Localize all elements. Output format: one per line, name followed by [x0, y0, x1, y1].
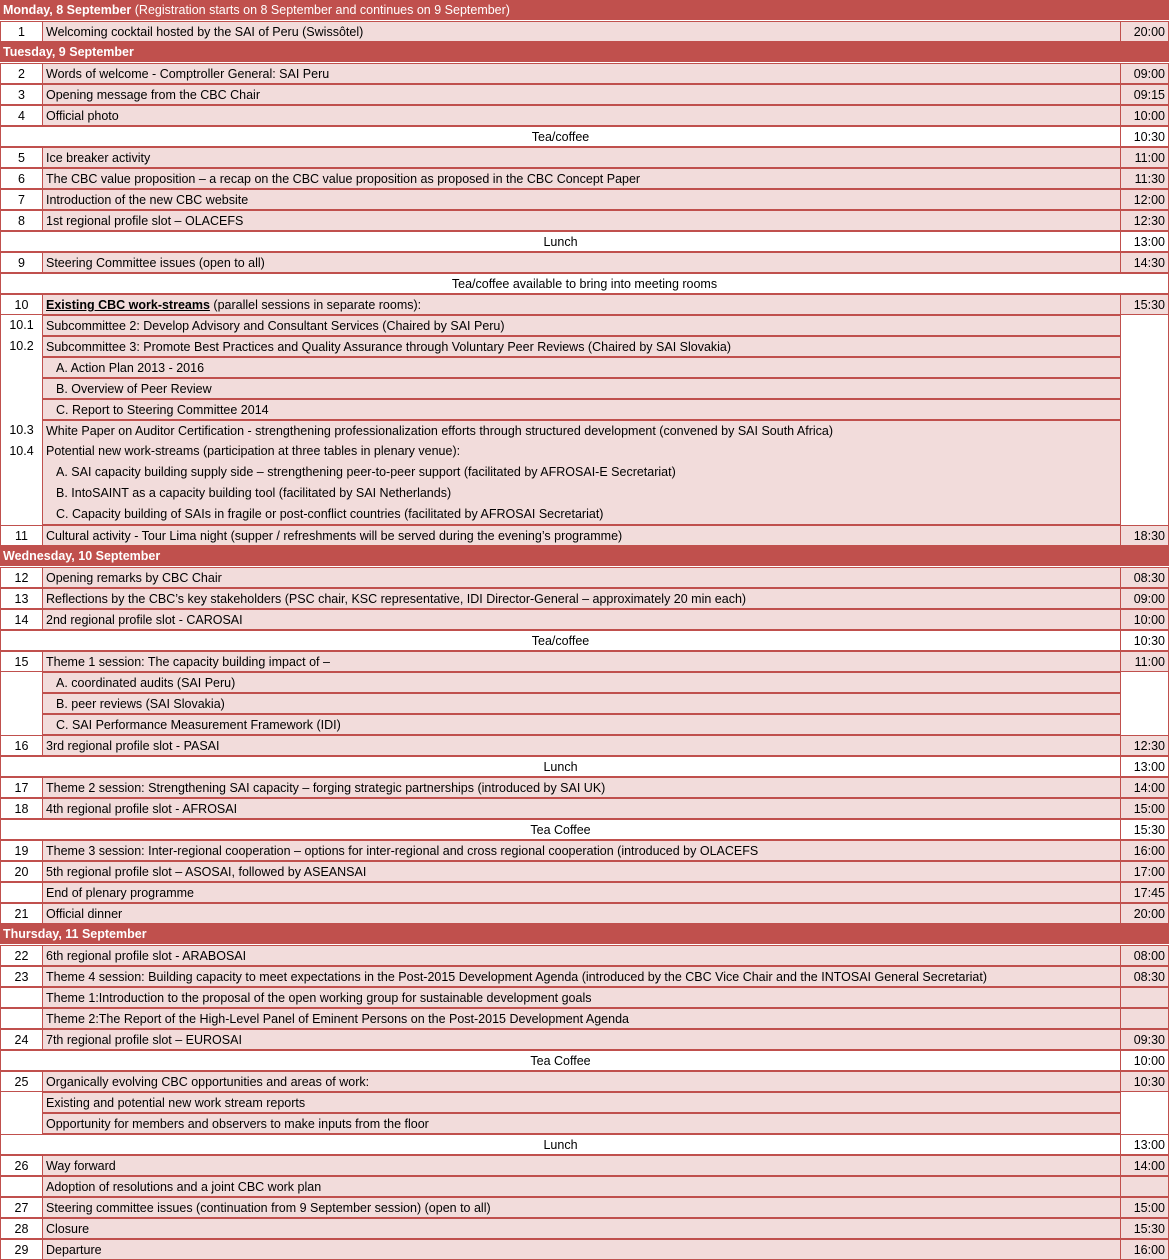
session-time: 16:00 [1120, 1239, 1169, 1260]
item-number: 25 [0, 1071, 42, 1092]
item-description: Potential new work-streams (participation at three tables in plenary venue): [42, 441, 1120, 462]
agenda-row [0, 168, 1169, 189]
break-row [0, 231, 1169, 252]
session-time: 20:00 [1120, 903, 1169, 924]
item-description: Adoption of resolutions and a joint CBC work plan [42, 1176, 1120, 1197]
agenda-row [0, 462, 1169, 483]
item-description: Welcoming cocktail hosted by the SAI of Peru (Swissôtel) [42, 21, 1120, 42]
item-description: 3rd regional profile slot - PASAI [42, 735, 1120, 756]
break-row [0, 273, 1169, 294]
break-label: Tea Coffee [0, 1050, 1120, 1071]
item-description: Subcommittee 2: Develop Advisory and Consultant Services (Chaired by SAI Peru) [42, 315, 1120, 336]
item-number [0, 483, 42, 504]
agenda-row [0, 777, 1169, 798]
item-number: 10.3 [0, 420, 42, 441]
item-description: 7th regional profile slot – EUROSAI [42, 1029, 1120, 1050]
day-title: Tuesday, 9 September [3, 45, 134, 59]
item-number [0, 882, 42, 903]
session-time [1120, 1176, 1169, 1197]
item-description: Theme 3 session: Inter-regional cooperation – options for inter-regional and cross regional cooperation (introduced by OLACEFS [42, 840, 1120, 861]
session-time-empty [1120, 672, 1169, 693]
item-number [0, 1176, 42, 1197]
agenda-row [0, 336, 1169, 357]
session-time: 11:30 [1120, 168, 1169, 189]
item-description: A. Action Plan 2013 - 2016 [42, 357, 1120, 378]
agenda-row [0, 504, 1169, 525]
item-description: The CBC value proposition – a recap on the CBC value proposition as proposed in the CBC Concept Paper [42, 168, 1120, 189]
session-time-empty [1120, 336, 1169, 357]
session-time-empty [1120, 357, 1169, 378]
session-time: 14:00 [1120, 777, 1169, 798]
session-time [1120, 1008, 1169, 1029]
break-label: Tea/coffee available to bring into meeting rooms [0, 273, 1169, 294]
session-time: 08:30 [1120, 567, 1169, 588]
agenda-row [0, 357, 1169, 378]
item-number: 17 [0, 777, 42, 798]
session-time: 13:00 [1120, 756, 1169, 777]
item-description: Theme 1 session: The capacity building impact of – [42, 651, 1120, 672]
agenda-row [0, 147, 1169, 168]
item-description: C. Report to Steering Committee 2014 [42, 399, 1120, 420]
session-time: 08:00 [1120, 945, 1169, 966]
item-description: Closure [42, 1218, 1120, 1239]
agenda-row [0, 189, 1169, 210]
item-number: 3 [0, 84, 42, 105]
session-time: 13:00 [1120, 1134, 1169, 1155]
item-description: 5th regional profile slot – ASOSAI, followed by ASEANSAI [42, 861, 1120, 882]
item-number [0, 504, 42, 525]
agenda-row [0, 903, 1169, 924]
session-time: 11:00 [1120, 147, 1169, 168]
item-number [0, 1008, 42, 1029]
item-description: Steering committee issues (continuation from 9 September session) (open to all) [42, 1197, 1120, 1218]
session-time: 15:30 [1120, 294, 1169, 315]
day-title: Thursday, 11 September [3, 927, 147, 941]
break-row [0, 819, 1169, 840]
item-number: 23 [0, 966, 42, 987]
item-number: 10 [0, 294, 42, 315]
item-description: Ice breaker activity [42, 147, 1120, 168]
break-row [0, 630, 1169, 651]
session-time: 17:45 [1120, 882, 1169, 903]
item-number: 19 [0, 840, 42, 861]
item-description: B. Overview of Peer Review [42, 378, 1120, 399]
item-number [0, 1092, 42, 1113]
break-label: Lunch [0, 231, 1120, 252]
item-number: 15 [0, 651, 42, 672]
session-time: 15:30 [1120, 1218, 1169, 1239]
session-time: 10:30 [1120, 630, 1169, 651]
agenda-row [0, 378, 1169, 399]
session-time-empty [1120, 483, 1169, 504]
session-time: 14:00 [1120, 1155, 1169, 1176]
session-time: 10:30 [1120, 1071, 1169, 1092]
session-time: 14:30 [1120, 252, 1169, 273]
agenda-row [0, 105, 1169, 126]
session-time: 08:30 [1120, 966, 1169, 987]
day-title: Monday, 8 September [3, 3, 132, 17]
item-heading: Existing CBC work-streams [46, 298, 210, 312]
item-description: Opportunity for members and observers to make inputs from the floor [42, 1113, 1120, 1134]
item-number: 11 [0, 525, 42, 546]
break-row [0, 1134, 1169, 1155]
item-description: Organically evolving CBC opportunities and areas of work: [42, 1071, 1120, 1092]
agenda-row [0, 840, 1169, 861]
day-note: (Registration starts on 8 September and continues on 9 September) [131, 3, 510, 17]
agenda-row [0, 861, 1169, 882]
item-description: Departure [42, 1239, 1120, 1260]
session-time: 09:00 [1120, 588, 1169, 609]
session-time-empty [1120, 420, 1169, 441]
item-number: 1 [0, 21, 42, 42]
agenda-row [0, 1113, 1169, 1134]
agenda-row [0, 21, 1169, 42]
agenda-row [0, 798, 1169, 819]
agenda-row [0, 1155, 1169, 1176]
break-label: Tea Coffee [0, 819, 1120, 840]
item-number: 24 [0, 1029, 42, 1050]
session-time: 12:30 [1120, 735, 1169, 756]
agenda-row [0, 651, 1169, 672]
agenda-row [0, 1197, 1169, 1218]
break-label: Tea/coffee [0, 630, 1120, 651]
agenda-row [0, 588, 1169, 609]
agenda-row [0, 294, 1169, 315]
break-label: Lunch [0, 1134, 1120, 1155]
agenda-row [0, 525, 1169, 546]
day-title: Wednesday, 10 September [3, 549, 161, 563]
break-label: Tea/coffee [0, 126, 1120, 147]
item-number: 13 [0, 588, 42, 609]
day-header-row [0, 546, 1169, 567]
item-description: 4th regional profile slot - AFROSAI [42, 798, 1120, 819]
item-description: Way forward [42, 1155, 1120, 1176]
session-time: 12:30 [1120, 210, 1169, 231]
item-number: 18 [0, 798, 42, 819]
item-number: 29 [0, 1239, 42, 1260]
item-description: Existing and potential new work stream reports [42, 1092, 1120, 1113]
item-number [0, 714, 42, 735]
agenda-row [0, 1029, 1169, 1050]
session-time-empty [1120, 693, 1169, 714]
session-time: 09:15 [1120, 84, 1169, 105]
item-number: 5 [0, 147, 42, 168]
item-number [0, 357, 42, 378]
day-header-row [0, 0, 1169, 21]
item-text: (parallel sessions in separate rooms): [209, 298, 422, 312]
session-time: 13:00 [1120, 231, 1169, 252]
item-number: 10.2 [0, 336, 42, 357]
item-number [0, 399, 42, 420]
session-time: 10:00 [1120, 105, 1169, 126]
item-description: B. IntoSAINT as a capacity building tool (facilitated by SAI Netherlands) [42, 483, 1120, 504]
item-number: 14 [0, 609, 42, 630]
session-time-empty [1120, 1092, 1169, 1113]
agenda-row [0, 693, 1169, 714]
session-time: 16:00 [1120, 840, 1169, 861]
agenda-row [0, 672, 1169, 693]
agenda-row [0, 63, 1169, 84]
item-number [0, 672, 42, 693]
item-number: 16 [0, 735, 42, 756]
session-time: 20:00 [1120, 21, 1169, 42]
item-number: 9 [0, 252, 42, 273]
item-description: Theme 1:Introduction to the proposal of the open working group for sustainable development goals [42, 987, 1120, 1008]
session-time [1120, 987, 1169, 1008]
day-header [3, 546, 1163, 567]
agenda-row [0, 210, 1169, 231]
item-description [42, 294, 1120, 315]
break-row [0, 1050, 1169, 1071]
item-number: 4 [0, 105, 42, 126]
item-description: 2nd regional profile slot - CAROSAI [42, 609, 1120, 630]
item-number: 7 [0, 189, 42, 210]
item-number: 8 [0, 210, 42, 231]
agenda-row [0, 84, 1169, 105]
break-row [0, 126, 1169, 147]
agenda-row [0, 1218, 1169, 1239]
session-time: 10:00 [1120, 609, 1169, 630]
break-label: Lunch [0, 756, 1120, 777]
item-number: 26 [0, 1155, 42, 1176]
item-description: Official photo [42, 105, 1120, 126]
item-number: 2 [0, 63, 42, 84]
item-number: 20 [0, 861, 42, 882]
session-time-empty [1120, 462, 1169, 483]
agenda-row [0, 714, 1169, 735]
agenda-row [0, 945, 1169, 966]
item-description: Opening remarks by CBC Chair [42, 567, 1120, 588]
agenda-row [0, 966, 1169, 987]
item-description: Steering Committee issues (open to all) [42, 252, 1120, 273]
item-description: A. SAI capacity building supply side – strengthening peer-to-peer support (facilitated by AFROSAI-E Secretariat) [42, 462, 1120, 483]
agenda-row [0, 882, 1169, 903]
item-description: Subcommittee 3: Promote Best Practices and Quality Assurance through Voluntary Peer Reviews (Chaired by SAI Slovakia) [42, 336, 1120, 357]
session-time: 18:30 [1120, 525, 1169, 546]
agenda-row [0, 315, 1169, 336]
item-description: White Paper on Auditor Certification - strengthening professionalization efforts through structured development (convened by SAI South Africa) [42, 420, 1120, 441]
agenda-row [0, 735, 1169, 756]
agenda-row [0, 399, 1169, 420]
item-number: 22 [0, 945, 42, 966]
item-number [0, 1113, 42, 1134]
agenda-row [0, 1092, 1169, 1113]
item-number [0, 987, 42, 1008]
day-header-row [0, 42, 1169, 63]
item-number: 28 [0, 1218, 42, 1239]
session-time: 15:30 [1120, 819, 1169, 840]
item-number: 6 [0, 168, 42, 189]
session-time-empty [1120, 399, 1169, 420]
agenda-row [0, 483, 1169, 504]
session-time-empty [1120, 504, 1169, 525]
item-description: B. peer reviews (SAI Slovakia) [42, 693, 1120, 714]
day-header [3, 0, 1163, 21]
session-time: 11:00 [1120, 651, 1169, 672]
session-time-empty [1120, 441, 1169, 462]
item-description: Theme 2:The Report of the High-Level Panel of Eminent Persons on the Post-2015 Development Agenda [42, 1008, 1120, 1029]
item-description: Introduction of the new CBC website [42, 189, 1120, 210]
item-description: 6th regional profile slot - ARABOSAI [42, 945, 1120, 966]
item-description: Theme 4 session: Building capacity to meet expectations in the Post-2015 Development Agenda (introduced by the CBC Vice Chair and the INTOSAI General Secretariat) [42, 966, 1120, 987]
session-time: 12:00 [1120, 189, 1169, 210]
agenda-row [0, 1008, 1169, 1029]
item-description: A. coordinated audits (SAI Peru) [42, 672, 1120, 693]
item-description: 1st regional profile slot – OLACEFS [42, 210, 1120, 231]
agenda-row [0, 987, 1169, 1008]
session-time: 10:00 [1120, 1050, 1169, 1071]
session-time: 15:00 [1120, 798, 1169, 819]
session-time: 15:00 [1120, 1197, 1169, 1218]
item-number [0, 378, 42, 399]
item-description: C. SAI Performance Measurement Framework (IDI) [42, 714, 1120, 735]
item-description: Cultural activity - Tour Lima night (supper / refreshments will be served during the evening’s programme) [42, 525, 1120, 546]
item-description: End of plenary programme [42, 882, 1120, 903]
item-description: Reflections by the CBC’s key stakeholders (PSC chair, KSC representative, IDI Director-General – approximately 20 min each) [42, 588, 1120, 609]
session-time: 17:00 [1120, 861, 1169, 882]
item-number: 27 [0, 1197, 42, 1218]
item-number: 10.4 [0, 441, 42, 462]
agenda-row [0, 420, 1169, 441]
day-header [3, 924, 1163, 945]
session-time-empty [1120, 378, 1169, 399]
item-number: 21 [0, 903, 42, 924]
day-header [3, 42, 1163, 63]
session-time-empty [1120, 315, 1169, 336]
item-description: Opening message from the CBC Chair [42, 84, 1120, 105]
session-time-empty [1120, 1113, 1169, 1134]
agenda-row [0, 441, 1169, 462]
session-time: 10:30 [1120, 126, 1169, 147]
item-number [0, 693, 42, 714]
day-header-row [0, 924, 1169, 945]
session-time: 09:30 [1120, 1029, 1169, 1050]
item-description: C. Capacity building of SAIs in fragile or post-conflict countries (facilitated by AFROSAI Secretariat) [42, 504, 1120, 525]
item-number: 10.1 [0, 315, 42, 336]
item-description: Theme 2 session: Strengthening SAI capacity – forging strategic partnerships (introduced by SAI UK) [42, 777, 1120, 798]
item-description: Words of welcome - Comptroller General: SAI Peru [42, 63, 1120, 84]
item-number: 12 [0, 567, 42, 588]
session-time-empty [1120, 714, 1169, 735]
session-time: 09:00 [1120, 63, 1169, 84]
item-description: Official dinner [42, 903, 1120, 924]
agenda-row [0, 252, 1169, 273]
agenda-row [0, 567, 1169, 588]
break-row [0, 756, 1169, 777]
agenda-row [0, 1176, 1169, 1197]
agenda-row [0, 609, 1169, 630]
agenda-row [0, 1071, 1169, 1092]
item-number [0, 462, 42, 483]
